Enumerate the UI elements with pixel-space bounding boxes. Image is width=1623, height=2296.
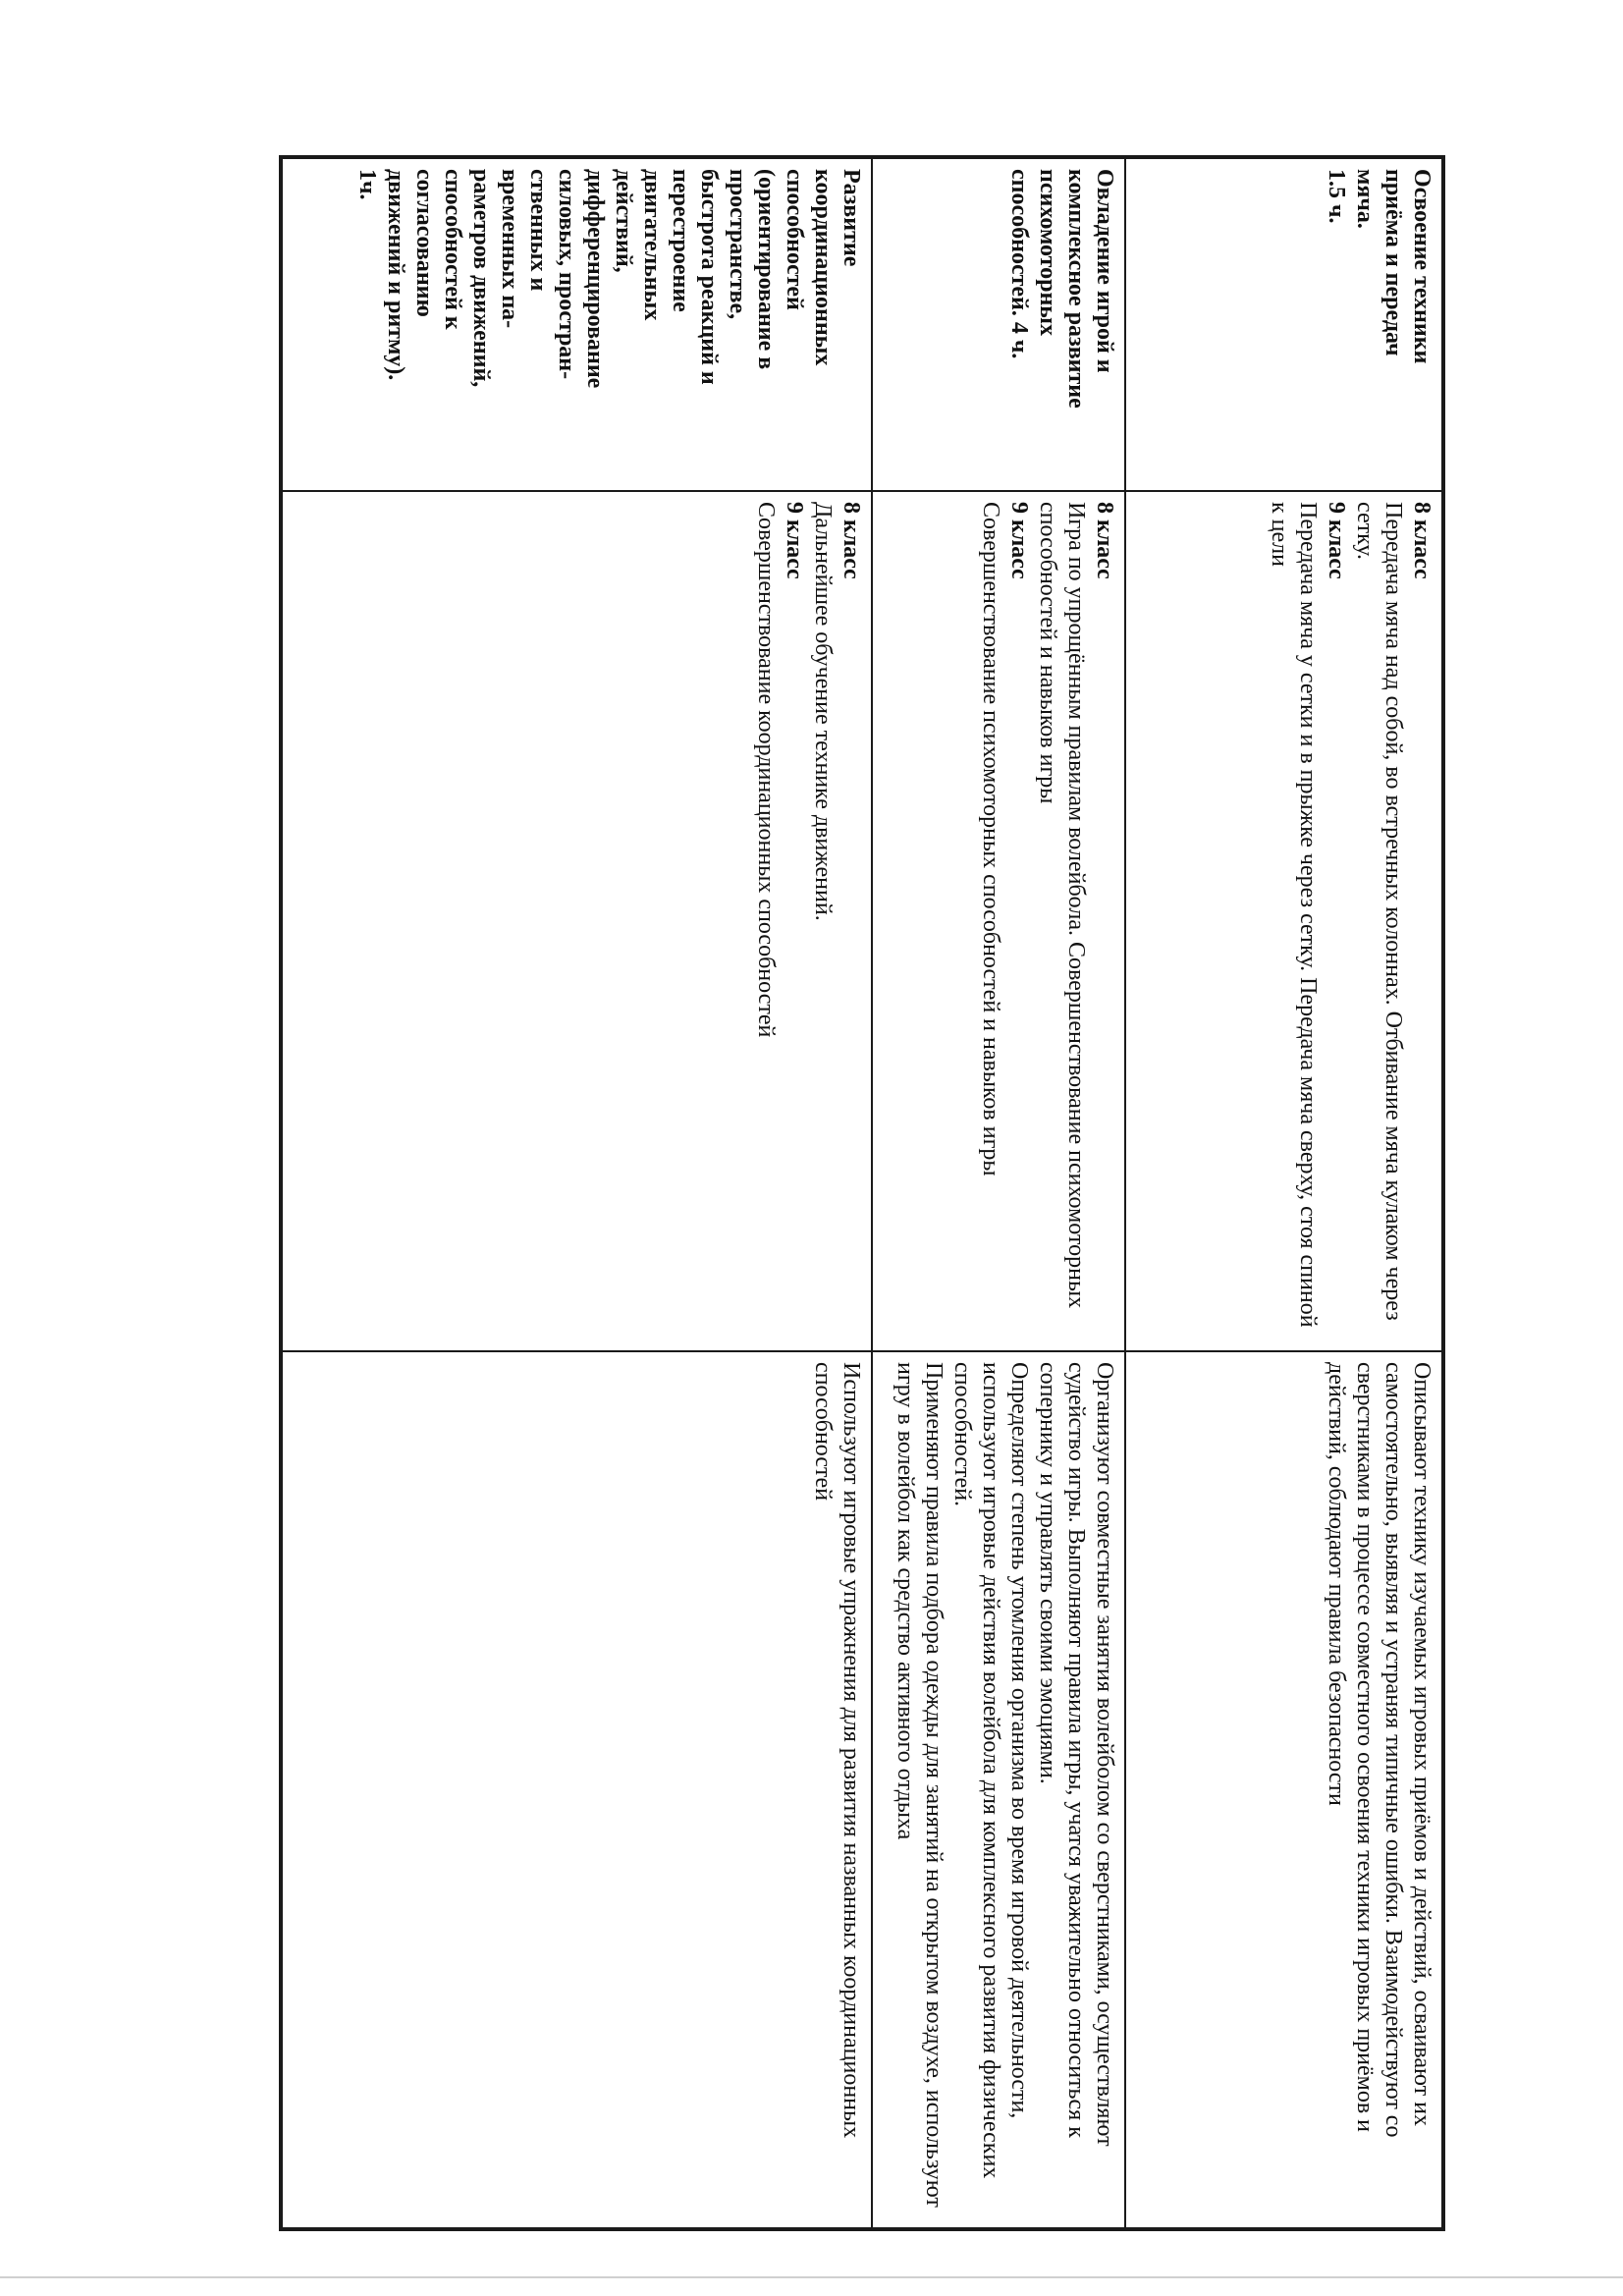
- content-text: Передача мяча у сетки и в прыжке через сетку. Передача мяча сверху, стоя спиной к цели: [1267, 502, 1321, 1328]
- rotated-page: [283, 155, 1445, 2227]
- grade-label: 9 класс: [782, 502, 807, 579]
- table-row: [281, 157, 872, 2229]
- topic-title: Освоение техники приёма и передач мяча. 1.5 ч.: [1324, 169, 1434, 364]
- activity-text: Описывают технику изучаемых игровых приёмов и действий, осваивают их самостоятельно, выявляя и устраняя типичные ошибки. Взаимодействуют со сверстниками в процессе совместного освоения техники игровых приёмов и действий, соблюдают правила безопасности: [1324, 1362, 1434, 2138]
- activity-text: Используют игровые упражнения для развития названных координационных способностей: [810, 1362, 864, 2139]
- curriculum-table: [279, 155, 1445, 2231]
- grade-label: 9 класс: [1006, 502, 1032, 579]
- content-cell: [281, 491, 872, 1351]
- content-text: Совершенствование психомоторных способностей и навыков игры: [978, 502, 1003, 1176]
- activity-text: Применяют правила подбора одежды для занятий на открытом воздухе, используют игру в волейбол как средство активного отдыха: [893, 1362, 947, 2208]
- topic-title: Овладение игрой и комплексное развитие психомоторных способностей. 4 ч.: [1006, 169, 1117, 409]
- grade-label: 8 класс: [839, 502, 864, 579]
- content-text: Передача мяча над собой, во встречных колоннах. Отбивание мяча кулаком через сетку.: [1352, 502, 1406, 1321]
- activities-cell: [281, 1351, 872, 2229]
- activity-text: Организуют совместные занятия волейболом со сверстниками, осуществляют судейство игры. Выполняют правила игры, учатся уважительно относиться к сопернику и управлять своими эмоциями.: [1035, 1362, 1117, 2147]
- table-row: [872, 157, 1125, 2229]
- topic-cell: [872, 157, 1125, 491]
- grade-label: 8 класс: [1092, 502, 1117, 579]
- topic-title: Развитие координационных способностей (ориентирование в пространстве, быстрота реакций и перестроение двигательных действий, дифференцирование силовых, простран- ственных и временных па- раметров движений, способностей к согласованию движений и ритму). 1ч.: [354, 169, 864, 389]
- scan-edge-line: [0, 2276, 1623, 2278]
- content-cell: [1125, 491, 1443, 1351]
- topic-cell: [281, 157, 872, 491]
- activity-text: Определяют степень утомления организма во время игровой деятельности, используют игровые действия волейбола для комплексного развития физических способностей.: [949, 1362, 1032, 2179]
- content-text: Дальнейшее обучение технике движений.: [810, 502, 836, 921]
- content-text: Игра по упрощённым правилам волейбола. Совершенствование психомоторных способностей и навыков игры: [1035, 502, 1089, 1309]
- table-row: [1125, 157, 1443, 2229]
- grade-label: 8 класс: [1409, 502, 1434, 579]
- activities-cell: [872, 1351, 1125, 2229]
- content-text: Совершенствование координационных способностей: [753, 502, 779, 1038]
- activities-cell: [1125, 1351, 1443, 2229]
- topic-cell: [1125, 157, 1443, 491]
- content-cell: [872, 491, 1125, 1351]
- grade-label: 9 класс: [1324, 502, 1349, 579]
